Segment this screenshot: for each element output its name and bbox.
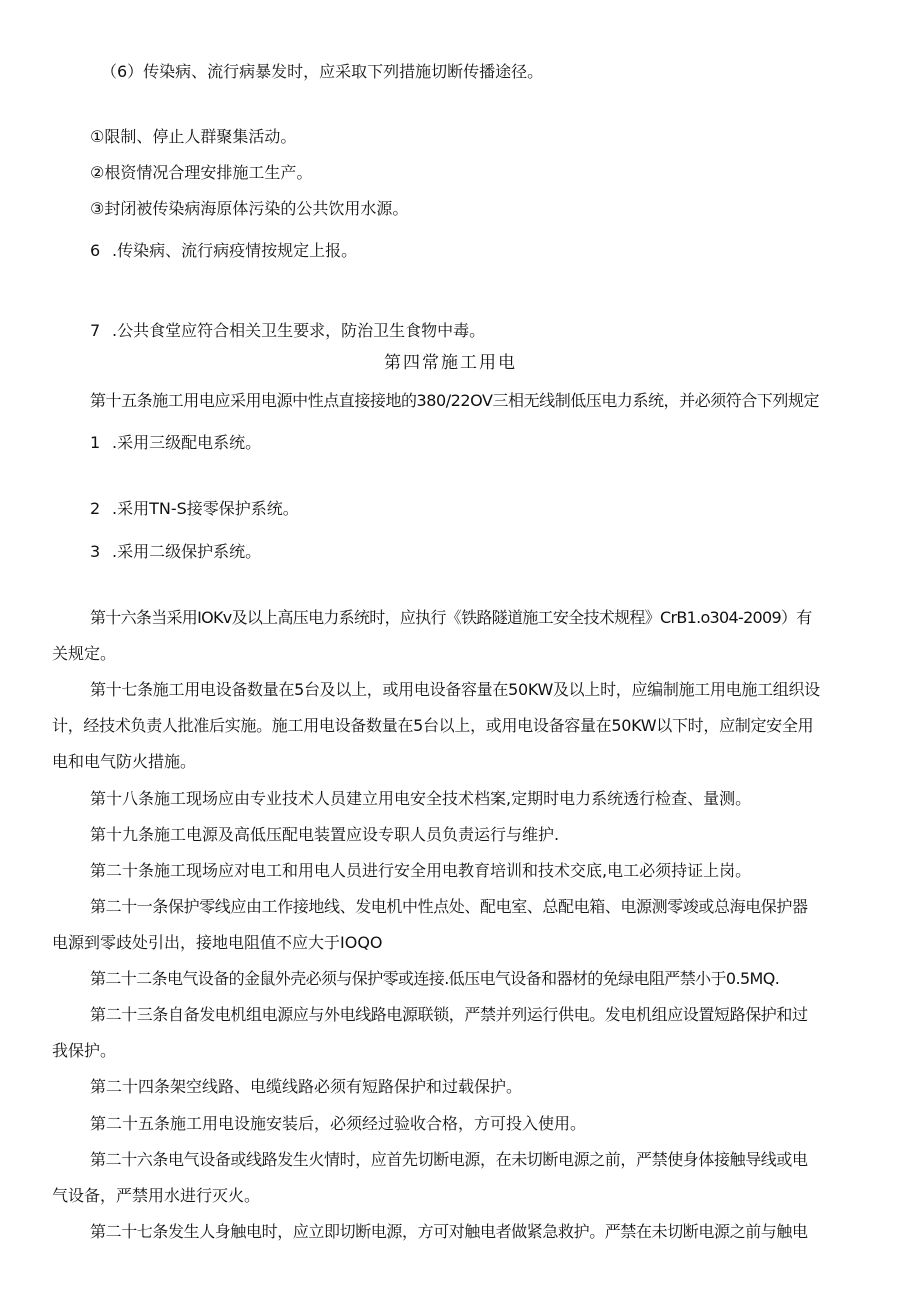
article-17-line-3: 电和电气防火措施。: [52, 752, 197, 771]
list-item-text: .公共食堂应符合相关卫生要求，防治卫生食物中毒。: [112, 321, 486, 340]
article-20: 第二十条施工现场应对电工和用电人员进行安全用电教育培训和技术交底,电工必须持证上岗。: [90, 861, 752, 880]
sub-item-3: ③封闭被传染病海原体污染的公共饮用水源。: [90, 199, 409, 218]
list-item-text: .采用三级配电系统。: [112, 433, 262, 452]
list-item-2: [90, 498, 299, 520]
sub-item-2: ②根资情况合理安排施工生产。: [90, 163, 313, 182]
item-6-paragraph: （6）传染病、流行病暴发时，应采取下列措施切断传播途径。: [101, 62, 544, 81]
list-item-number: 1: [90, 433, 101, 452]
article-23-line-1: 第二十三条自备发电机组电源应与外电线路电源联锁，严禁并列运行供电。发电机组应设置短路保护和过: [90, 1005, 808, 1024]
list-item-1: [90, 432, 261, 454]
article-17-line-1: 第十七条施工用电设备数量在5台及以上，或用电设备容量在50KW及以上时，应编制施工用电施工组织设: [90, 680, 820, 699]
article-17-line-2: 计，经技术负责人批准后实施。施工用电设备数量在5台以上，或用电设备容量在50KW以下时，应制定安全用: [52, 716, 814, 735]
list-item-number: 2: [90, 499, 101, 518]
article-26-line-1: 第二十六条电气设备或线路发生火情时，应首先切断电源，在未切断电源之前，严禁使身体接触导线或电: [90, 1150, 808, 1169]
list-item-number: 6: [90, 241, 101, 260]
article-15: 第十五条施工用电应采用电源中性点直接接地的380/22OV三相无线制低压电力系统，并必须符合下列规定: [90, 391, 820, 410]
list-item-text: .采用TN-S接零保护系统。: [112, 499, 299, 518]
chapter-title: 第四常施工用电: [384, 353, 517, 373]
list-item-number: 3: [90, 542, 101, 561]
article-18: 第十八条施工现场应由专业技术人员建立用电安全技术档案,定期时电力系统透行检查、量测。: [90, 789, 752, 808]
list-item-text: .采用二级保护系统。: [112, 542, 262, 561]
article-16-line-1: 第十六条当采用IOKv及以上高压电力系统时，应执行《铁路隧道施工安全技术规程》CrB1.o304-2009）有: [90, 608, 812, 627]
article-21-line-1: 第二十一条保护零线应由工作接地线、发电机中性点处、配电室、总配电箱、电源测零竣或总海电保护器: [90, 897, 808, 916]
article-23-line-2: 我保护。: [52, 1041, 117, 1060]
sub-item-1: ①限制、停止人群聚集活动。: [90, 127, 297, 146]
list-item-number: 7: [90, 321, 101, 340]
article-24: 第二十四条架空线路、电缆线路必须有短路保护和过载保护。: [90, 1077, 523, 1096]
article-25: 第二十五条施工用电设施安装后，必须经过验收合格，方可投入使用。: [90, 1114, 587, 1133]
article-27-line-1: 第二十七条发生人身触电时，应立即切断电源，方可对触电者做紧急救护。严禁在未切断电源之前与触电: [90, 1222, 808, 1241]
list-item-7: [90, 320, 485, 342]
article-19: 第十九条施工电源及高低压配电装置应设专职人员负责运行与维护.: [90, 825, 560, 844]
article-22: 第二十二条电气设备的金鼠外壳必须与保护零或连接.低压电气设备和器材的免绿电阻严禁小于0.5MQ.: [90, 969, 780, 988]
list-item-6: [90, 240, 357, 262]
article-26-line-2: 气设备，严禁用水进行灭火。: [52, 1186, 261, 1205]
article-21-line-2: 电源到零歧处引出，接地电阻值不应大于IOQO: [52, 933, 383, 952]
list-item-3: [90, 541, 261, 563]
list-item-text: .传染病、流行病疫情按规定上报。: [112, 241, 358, 260]
article-16-line-2: 关规定。: [52, 644, 117, 663]
